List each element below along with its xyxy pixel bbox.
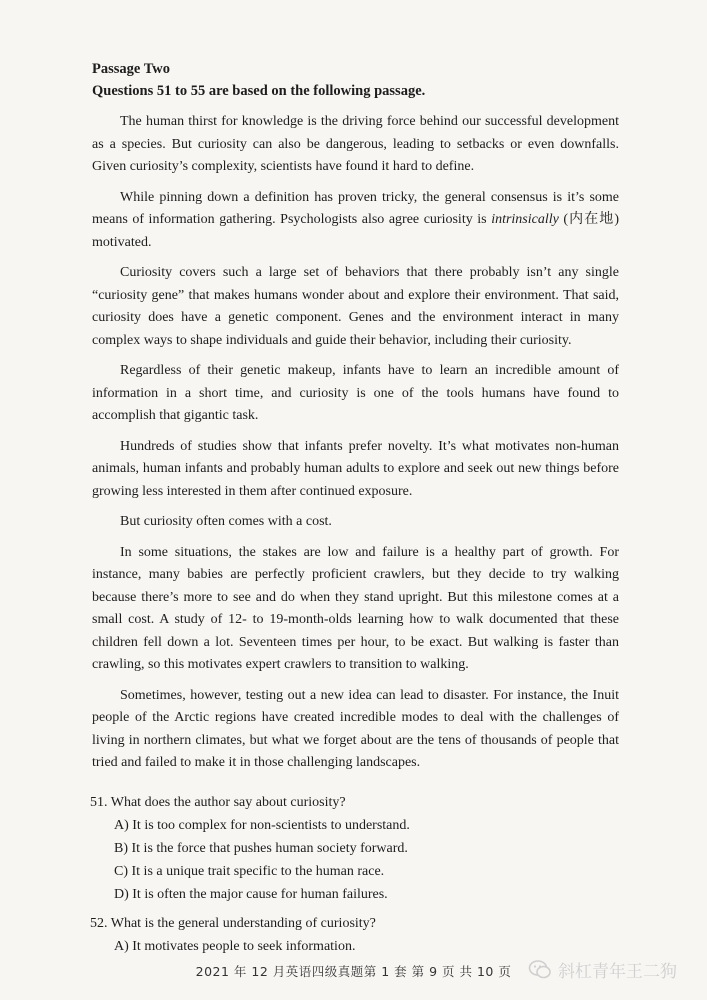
option-c: C) It is a unique trait specific to the human race. (114, 863, 385, 879)
question-51 (92, 791, 619, 906)
watermark-text: 斜杠青年王二狗 (558, 962, 677, 982)
page-content (92, 58, 619, 958)
passage-paragraph-4: Regardless of their genetic makeup, infants have to learn an incredible amount of information in a short time, and curiosity is one of the tools humans have found to accomplish that gigantic task. (92, 363, 619, 423)
passage-paragraph-8: Sometimes, however, testing out a new idea can lead to disaster. For instance, the Inuit people of the Arctic regions have created incredible modes to deal with the challenges of living in northern climates, but what we forget about are the tens of thousands of people that tried and failed to make it in those challenging landscapes. (92, 687, 619, 770)
passage-paragraph-2 (92, 187, 619, 255)
question-stem: 52. What is the general understanding of curiosity? (90, 915, 376, 931)
question-52 (92, 912, 619, 958)
passage-body (92, 111, 619, 775)
page-footer: 2021 年 12 月英语四级真题第 1 套 第 9 页 共 10 页 (195, 964, 512, 979)
passage-subtitle: Questions 51 to 55 are based on the following passage. (92, 83, 426, 99)
passage-paragraph-3: Curiosity covers such a large set of behaviors that there probably isn’t any single “curiosity gene” that makes humans wonder about and explore their environment. That said, curiosity does have a genetic component. Genes and the environment interact in many complex ways to shape individuals and guide their behavior, including their curiosity. (92, 265, 619, 348)
option-a: A) It motivates people to seek information. (114, 938, 356, 954)
passage-paragraph-7: In some situations, the stakes are low and failure is a healthy part of growth. For instance, many babies are perfectly proficient crawlers, but they decide to try walking because there’s more to see and do when they stand upright. But this milestone comes at a small cost. A study of 12- to 19-month-olds learning how to walk documented that these children fell down a lot. Seventeen times per hour, to be exact. But walking is faster than crawling, so this motivates expert crawlers to transition to walking. (92, 544, 619, 672)
watermark (528, 957, 677, 982)
passage-paragraph-5: Hundreds of studies show that infants prefer novelty. It’s what motivates non-human animals, human infants and probably human adults to explore and seek out new things before growing less interested in them after continued exposure. (92, 438, 619, 499)
passage-title: Passage Two (92, 61, 171, 77)
question-stem: 51. What does the author say about curiosity? (90, 794, 346, 810)
passage-paragraph-2-text: While pinning down a definition has proven tricky, the general consensus is it’s some means of information gathering. Psychologists also agree curiosity is intrinsically (内在地) motivated. (92, 189, 620, 250)
option-b: B) It is the force that pushes human society forward. (114, 840, 408, 856)
wechat-official-account-icon (528, 959, 552, 981)
passage-paragraph-1: The human thirst for knowledge is the driving force behind our successful development as a species. But curiosity can also be dangerous, leading to setbacks or even downfalls. Given curiosity’s complexity, scientists have found it hard to define. (92, 114, 619, 174)
passage-paragraph-6: But curiosity often comes with a cost. (120, 514, 332, 529)
option-d: D) It is often the major cause for human failures. (114, 886, 388, 902)
option-a: A) It is too complex for non-scientists to understand. (114, 817, 410, 833)
